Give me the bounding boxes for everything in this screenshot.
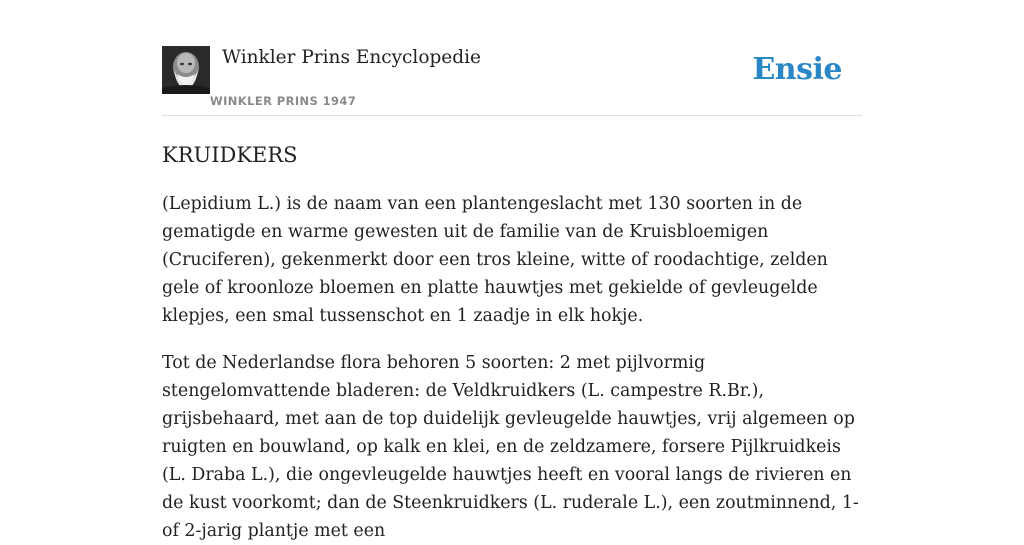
brand-logo[interactable]: Ensie (752, 52, 842, 87)
site-title[interactable]: Winkler Prins Encyclopedie (222, 47, 481, 68)
site-header (162, 46, 862, 116)
entry-paragraph-1: (Lepidium L.) is de naam van een plantengeslacht met 130 soorten in de gematigde en warme gewesten uit de familie van de Kruisbloemigen (Cruciferen), gekenmerkt door een tros kleine, witte of roodachtige, zelden gele of kroonloze bloemen en platte hauwtjes met gekielde of gevleugelde klepjes, een smal tussenschot en 1 zaadje in elk hokje. (162, 194, 828, 326)
entry-paragraph-2: Tot de Nederlandse flora behoren 5 soorten: 2 met pijlvormig stengelomvattende bladeren: de Veldkruidkers (L. campestre R.Br.), grijsbehaard, met aan de top duidelijk gevleugelde hauwtjes, vrij algemeen op ruigten en bouwland, op kalk en klei, en de zeldzamere, forsere Pijlkruidkeis (L. Draba L.), die ongevleugelde hauwtjes heeft en vooral langs de rivieren en de kust voorkomt; dan de Steenkruidkers (L. ruderale L.), een zoutminnend, 1- of 2-jarig plantje met een (162, 353, 859, 541)
entry-content (162, 140, 864, 545)
bearded-man-portrait-icon (162, 46, 210, 94)
entry-title: KRUIDKERS (162, 143, 298, 167)
edition-label[interactable]: WINKLER PRINS 1947 (210, 94, 357, 108)
author-avatar[interactable] (162, 46, 210, 94)
